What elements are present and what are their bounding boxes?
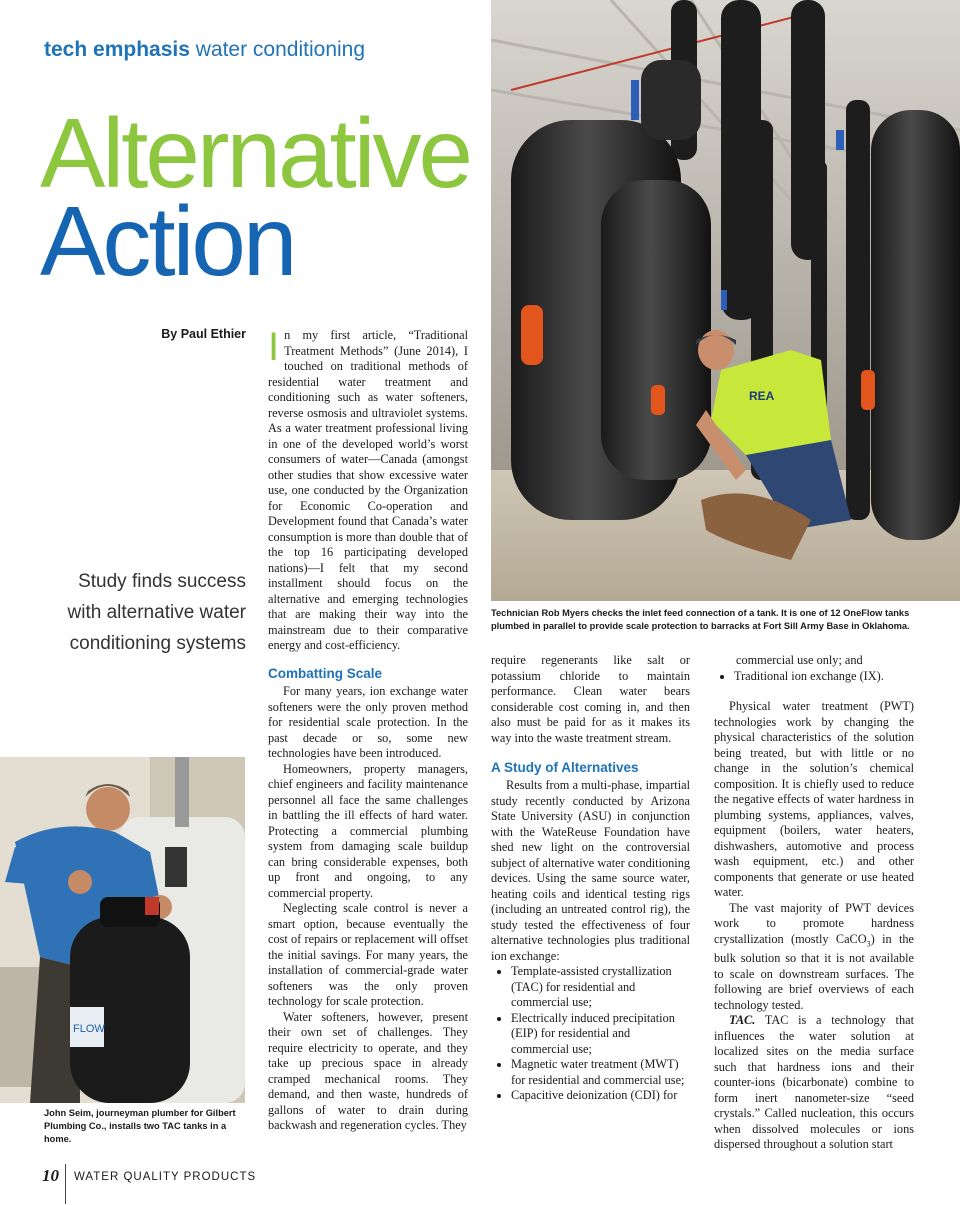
heading-study-of-alternatives: A Study of Alternatives (491, 760, 639, 775)
list-item: • Traditional ion exchange (IX). (734, 669, 914, 685)
text-run: ) in the bulk solution so that it is not available to scale on downstream surfaces. The following are brief overviews of each technology tested. (714, 931, 914, 1012)
caption-bottom-photo: John Seim, journeyman plumber for Gilbert Plumbing Co., installs two TAC tanks in a home. (44, 1108, 236, 1144)
column-two (491, 653, 690, 1104)
title-line-1: Alternative (40, 98, 471, 208)
page-number: 10 (42, 1166, 59, 1185)
paragraph-tac (714, 1013, 914, 1153)
text-run: TAC is a technology that influences the water solution at localized sites on the media surface such that hardness ions and their counter-ions (bicarbonate) combine to form inert nanometer-size “seed crystals.” Called nucleation, this occurs when dissolved molecules or ions dispersed throughout a solution start (714, 1013, 914, 1152)
byline: By Paul Ethier (161, 327, 246, 341)
heading-combatting-scale: Combatting Scale (268, 666, 383, 681)
vest-lettering: REA (749, 389, 775, 403)
drop-cap: I (268, 325, 280, 369)
paragraph: For many years, ion exchange water softeners were the only proven method for residential scale protection. In the past decade or so, some new technologies have been introduced. (268, 684, 468, 760)
kicker-light: water conditioning (195, 38, 366, 61)
technology-list (491, 964, 690, 1104)
tanks-illustration (491, 0, 960, 601)
subscript: 3 (866, 938, 871, 948)
paragraph: Neglecting scale control is never a smart option, because eventually the cost of repairs or replacement will offset the initial savings. For many years, the installation of commercial-grade water softeners was the only proven technology for scale protection. (268, 901, 468, 1008)
caption-top-photo: Technician Rob Myers checks the inlet feed connection of a tank. It is one of 12 OneFlow tanks plumbed in parallel to provide scale protection to barracks at Fort Sill Army Base in Oklahoma. (491, 608, 910, 631)
paragraph: Homeowners, property managers, chief engineers and facility maintenance personnel all face the same challenges in battling the ill effects of hard water. Protecting a commercial plumbing system from damaging scale buildup can bring considerable expenses, both up front and ongoing, to any commercial property. (268, 761, 468, 900)
paragraph: Physical water treatment (PWT) technologies work by changing the physical characteristics of the solution being treated, but with little or no change in the solution’s chemical composition. It is chiefly used to reduce the negative effects of water hardness in plumbing systems, appliances, valves, equipment (boilers, water heaters, dishwashers, automotive and process wash equipment, etc.) and other components that generate or use heated water. (714, 699, 914, 899)
paragraph: require regenerants like salt or potassium chloride to maintain performance. Clean water bears considerable cost coming in, and then also must be paid for as it makes its way into the waste treatment stream. (491, 653, 690, 745)
list-item: • Capacitive deionization (CDI) for (511, 1088, 690, 1104)
paragraph: Results from a multi-phase, impartial study recently conducted by Arizona State University (ASU) in conjunction with the WateReuse Foundation have shed new light on the controversial subject of alternative water conditioning devices. Using the same source water, heating coils and identical testing rigs (including an untreated control rig), the study tested the effectiveness of four alternative technologies plus traditional ion exchange: (491, 778, 690, 963)
column-one-lower (268, 660, 468, 1134)
list-item: • Template-assisted crystallization (TAC) for residential and commercial use; (511, 964, 690, 1011)
tank-lettering: FLOW (73, 1023, 105, 1035)
deck-text: Study finds success with alternative water conditioning systems (67, 571, 246, 654)
list-item: • Magnetic water treatment (MWT) for residential and commercial use; (511, 1057, 690, 1088)
text-run: The vast majority of PWT devices work to promote hardness crystallization (mostly CaCO (714, 900, 914, 946)
paragraph-pwt (714, 901, 914, 1014)
kicker-bold: tech emphasis (44, 38, 190, 61)
column-three (714, 653, 914, 1153)
intro-column (268, 325, 468, 654)
list-item: • Electrically induced precipitation (EIP) for residential and commercial use; (511, 1011, 690, 1058)
paragraph: Water softeners, however, present their own set of challenges. They require electricity to operate, and they take up precious space in already cramped mechanical rooms. They demand, and then waste, hundreds of gallons of water to drain during backwash and regeneration cycles. They (268, 1009, 468, 1132)
list-continuation: commercial use only; and (736, 653, 863, 667)
run-in-heading: TAC. (729, 1013, 756, 1028)
title-line-2: Action (40, 186, 295, 296)
section-kicker (44, 38, 365, 62)
publication-name: WATER QUALITY PRODUCTS (74, 1171, 257, 1183)
footer-divider (65, 1164, 66, 1204)
intro-paragraph: n my first article, “Traditional Treatment Methods” (June 2014), I touched on traditional methods of residential water treatment and conditioning such as water softeners, reverse osmosis and ultraviolet systems. As a water treatment professional living in one of the developed world’s worst consumers of water—Canada (amongst other studies that show excessive water use, one conducted by the Organization for Economic Co-operation and Development found that Canada’s water consumption is more than double that of the top 16 participating developed nations)—I felt that my second installment should focus on the alternative and emerging technologies that are making their way into the mainstream due to their comparative energy and cost-efficiency. (268, 328, 468, 652)
plumber-illustration (0, 757, 245, 1103)
photo-tanks-technician (491, 0, 960, 601)
photo-plumber-tank (0, 757, 245, 1103)
technology-list-end (714, 669, 914, 685)
